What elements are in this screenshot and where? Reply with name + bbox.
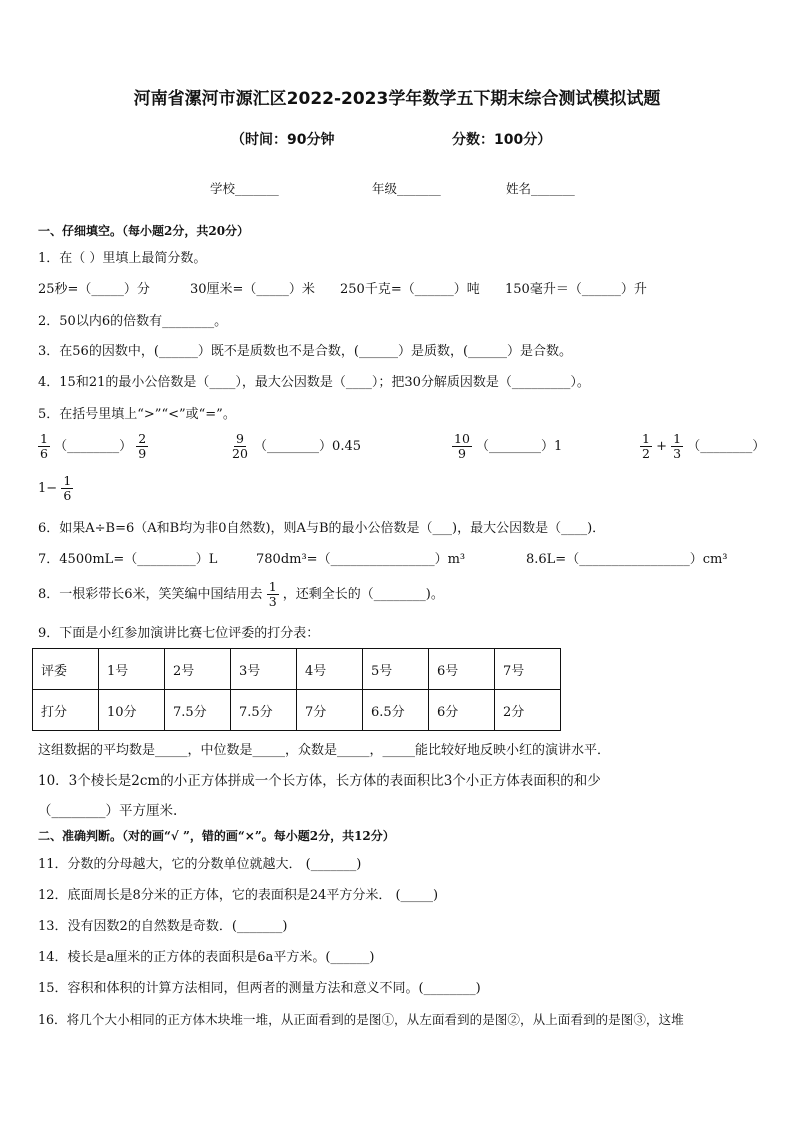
compare-c: $\frac{10}{9}$ （________）1 <box>454 431 563 461</box>
compare-d: $\frac{1}{2}$ + $\frac{1}{3}$ （________） <box>642 431 766 461</box>
table-cell: 6号 <box>429 649 495 690</box>
question-8: 8．一根彩带长6米，笑笑编中国结用去 $\frac{1}{3}$ ，还剩全长的（________)。 <box>38 579 444 609</box>
question-15: 15．容积和体积的计算方法相同，但两者的测量方法和意义不同。(________) <box>38 981 481 996</box>
name-field: 姓名_______ <box>506 181 575 196</box>
table-cell: 4号 <box>297 649 363 690</box>
table-cell: 1号 <box>99 649 165 690</box>
section-heading-1: 一、仔细填空。（每小题2分，共20分） <box>38 224 250 238</box>
fraction: $\frac{2}{9}$ <box>138 431 147 461</box>
question-5: 5．在括号里填上“>”“<”或“=”。 <box>38 407 236 422</box>
compare-e: 1− $\frac{1}{6}$ <box>38 473 72 503</box>
table-cell: 打分 <box>33 690 99 731</box>
exam-time: （时间：90分钟 <box>231 132 335 148</box>
fraction: $\frac{1}{6}$ <box>63 473 72 503</box>
question-1b: 30厘米=（_____）米 <box>190 282 315 297</box>
question-1: 1．在（ ）里填上最简分数。 <box>38 251 207 266</box>
question-1a: 25秒=（_____）分 <box>38 282 150 297</box>
fraction: $\frac{1}{3}$ <box>268 579 277 609</box>
page-title: 河南省漯河市源汇区2022-2023学年数学五下期末综合测试模拟试题 <box>133 89 661 109</box>
grade-field: 年级_______ <box>372 181 441 196</box>
table-cell: 7分 <box>297 690 363 731</box>
score-table <box>32 648 561 731</box>
question-2: 2．50以内6的倍数有________。 <box>38 314 228 329</box>
question-7a: 7．4500mL=（_________）L <box>38 552 218 567</box>
question-16: 16．将几个大小相同的正方体木块堆一堆，从正面看到的是图①，从左面看到的是图②，从上面看到的是图③，这堆 <box>38 1012 684 1027</box>
question-4: 4．15和21的最小公倍数是（____），最大公因数是（____）；把30分解质因数是（_________）。 <box>38 375 590 390</box>
table-cell: 2分 <box>495 690 561 731</box>
question-10b: （________）平方厘米. <box>38 803 178 819</box>
table-cell: 10分 <box>99 690 165 731</box>
table-cell: 6分 <box>429 690 495 731</box>
table-row <box>33 690 561 731</box>
question-1d: 150毫升＝（______）升 <box>505 282 647 297</box>
question-13: 13．没有因数2的自然数是奇数．(_______) <box>38 919 288 934</box>
question-10a: 10．3个棱长是2cm的小正方体拼成一个长方体，长方体的表面积比3个小正方体表面积的和少 <box>38 773 601 789</box>
compare-b: $\frac{9}{20}$ （________）0.45 <box>232 431 361 461</box>
school-field: 学校_______ <box>210 181 279 196</box>
compare-a: $\frac{1}{6}$ （________） $\frac{2}{9}$ <box>40 431 147 461</box>
table-cell: 3号 <box>231 649 297 690</box>
section-heading-2: 二、准确判断。（对的画“√ ”，错的画“×”。每小题2分，共12分） <box>38 829 395 843</box>
table-cell: 2号 <box>165 649 231 690</box>
exam-score: 分数：100分） <box>452 132 552 148</box>
table-cell: 7.5分 <box>231 690 297 731</box>
fraction: $\frac{9}{20}$ <box>232 431 248 461</box>
table-cell: 7号 <box>495 649 561 690</box>
table-cell: 评委 <box>33 649 99 690</box>
fraction: $\frac{1}{3}$ <box>673 431 682 461</box>
fraction: $\frac{10}{9}$ <box>454 431 470 461</box>
fraction: $\frac{1}{2}$ <box>642 431 650 461</box>
table-cell: 6.5分 <box>363 690 429 731</box>
question-3: 3．在56的因数中，(______）既不是质数也不是合数，(______）是质数，(______）是合数。 <box>38 344 573 359</box>
question-7c: 8.6L=（_________________）cm³ <box>526 552 728 567</box>
question-7b: 780dm³=（________________）m³ <box>256 552 466 567</box>
question-9-after: 这组数据的平均数是_____，中位数是_____，众数是_____，_____能比较好地反映小红的演讲水平． <box>38 743 611 758</box>
table-row <box>33 649 561 690</box>
fraction: $\frac{1}{6}$ <box>40 431 48 461</box>
table-cell: 7.5分 <box>165 690 231 731</box>
question-1c: 250千克=（______）吨 <box>340 282 480 297</box>
question-12: 12．底面周长是8分米的正方体，它的表面积是24平方分米． (_____) <box>38 888 439 903</box>
question-9: 9．下面是小红参加演讲比赛七位评委的打分表： <box>38 626 320 641</box>
table-cell: 5号 <box>363 649 429 690</box>
question-11: 11．分数的分母越大，它的分数单位就越大． (_______) <box>38 857 362 872</box>
question-14: 14．棱长是a厘米的正方体的表面积是6a平方米。(______) <box>38 950 375 965</box>
question-6: 6．如果A÷B=6（A和B均为非0自然数)，则A与B的最小公倍数是（___)，最大公因数是（____)． <box>38 521 606 536</box>
